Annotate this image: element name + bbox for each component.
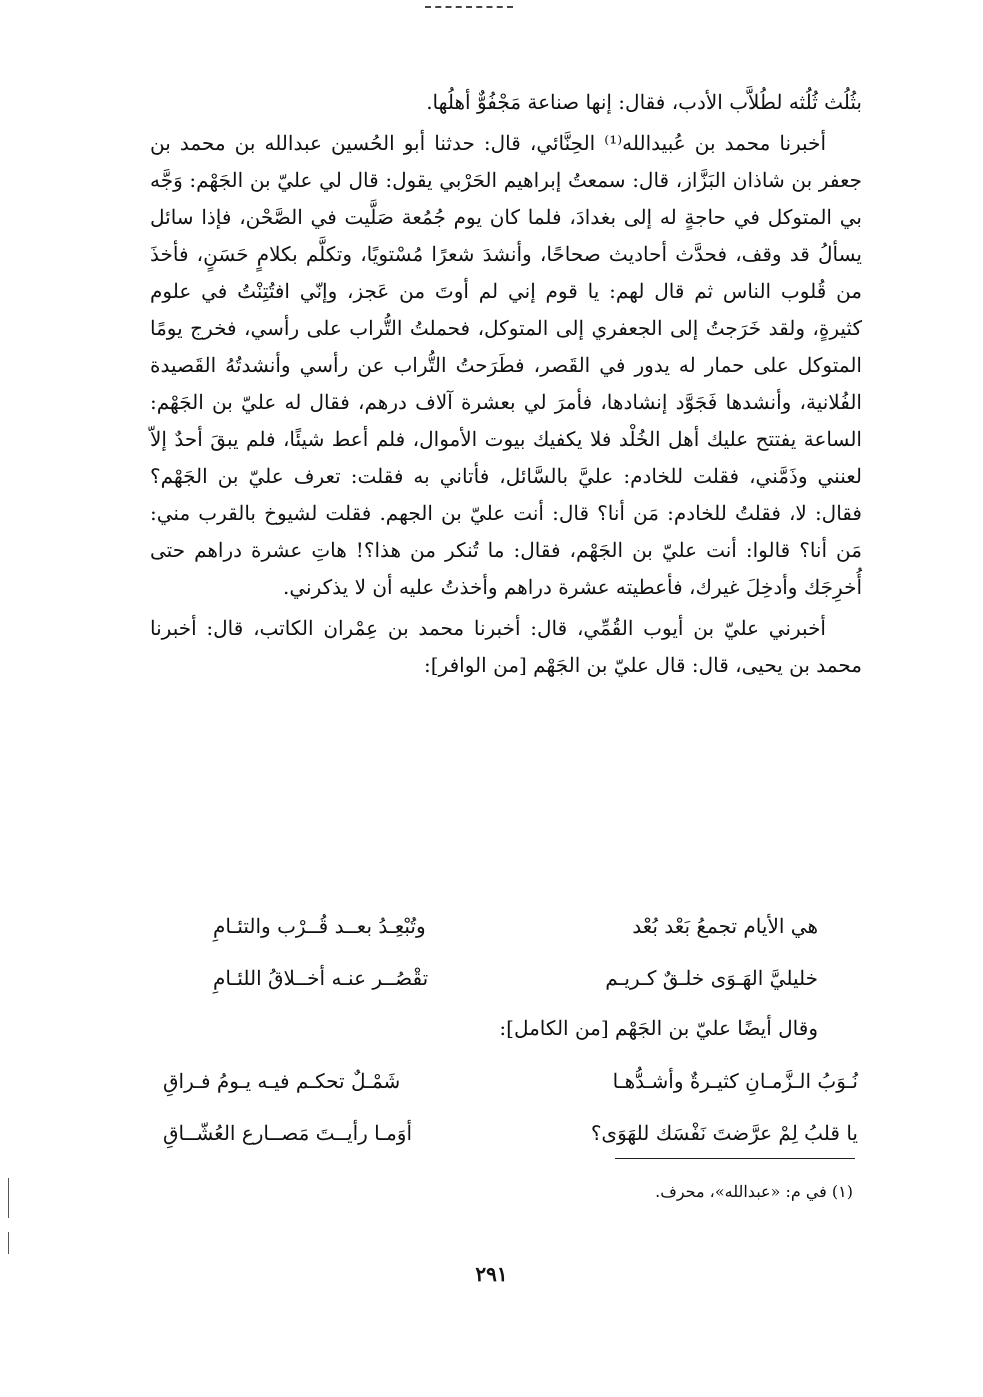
- verse-line: [213, 900, 818, 952]
- header-ornament: [425, 6, 513, 10]
- poem-verses: [213, 900, 818, 1004]
- paragraph: بثُلُث ثُلُثه لطُلاَّب الأدب، فقال: إنها صناعة مَجْفُوٌّ أهلُها.: [426, 90, 862, 114]
- footnote-divider: [615, 1158, 855, 1159]
- verse-first-hemistich: نُـوَبُ الـزَّمـانِ كثيـرةٌ وأشـدُّهـا: [612, 1069, 858, 1093]
- page-number: ٢٩١: [475, 1262, 508, 1286]
- verse-second-hemistich: وتُبْعِـدُ بعــد قُــرْب والتئـامِ: [213, 914, 426, 938]
- poem-verses: [163, 1055, 858, 1159]
- verse-first-hemistich: يا قلبُ لِمْ عرَّضتَ نَفْسَك للهَوَى؟: [590, 1121, 858, 1145]
- body-text: [150, 84, 862, 684]
- verse-line: [213, 952, 818, 1004]
- verse-first-hemistich: هي الأيام تجمعُ بَعْد بُعْد: [632, 914, 818, 938]
- verse-intro: وقال أيضًا عليّ بن الجَهْم [من الكامل]:: [499, 1016, 818, 1040]
- verse-second-hemistich: أوَمـا رأيــتَ مَصــارع العُشّــاقِ: [163, 1121, 413, 1145]
- verse-line: [163, 1107, 858, 1159]
- paragraph: أخبرني عليّ بن أيوب القُمِّي، قال: أخبرنا محمد بن عِمْران الكاتب، قال: أخبرنا محمد بن يحيى، قال: قال عليّ بن الجَهْم [من الوافر]:: [150, 616, 862, 677]
- verse-first-hemistich: خليليَّ الهَـوَى خلـقٌ كـريـم: [605, 966, 818, 990]
- paragraph: أخبرنا محمد بن عُبيدالله⁽¹⁾ الحِنَّائي، قال: حدثنا أبو الحُسين عبدالله بن محمد بن جعفر بن شاذان البَزَّاز، قال: سمعتُ إبراهيم الحَرْبي يقول: قال لي عليّ بن الجَهْم: وَجَّه بي المتوكل في حاجةٍ له إلى بغدادَ، فلما كان يوم جُمُعة صَلَّيت في الصَّحْن، فإذا سائل يسألُ قد وقف، فحدَّث أحاديث صحاحًا، وأنشدَ شعرًا مُسْتويًا، وتكلَّم بكلامٍ حَسَنٍ، فأخذَ من قُلوب الناس ثم قال لهم: يا قوم إني لم أوتَ من عَجز، وإنّي افتُتِنْتُ في علوم كثيرةٍ، ولقد خَرَجتُ إلى الجعفري إلى المتوكل، فحملتُ التُّراب على رأسي، فخرج يومًا المتوكل على حمار له يدور في القَصر، فطَرَحتُ التُّراب عن رأسي وأنشدتُهُ القَصيدة الفُلانية، وأنشدها فَجَوَّد إنشادها، فأمرَ لي بعشرة آلاف درهم، فقال له عليّ بن الجَهْم: الساعة يفتتح عليك أهل الخُلْد فلا يكفيك بيوت الأموال، فلم أعط شيئًا، فلم يبقَ أحدٌ إلاّ لعنني وذَمَّني، فقلت للخادم: عليَّ بالسَّائل، فأتاني به فقلت: تعرف عليّ بن الجَهْم؟ فقال: لا، فقلتُ للخادم: مَن أنا؟ قال: أنت عليّ بن الجهم. فقلت لشيوخ بالقرب مني: مَن أنا؟ قالوا: أنت عليّ بن الجَهْم، فقال: ما تُنكر من هذا؟! هاتِ عشرة دراهم حتى أُخرِجَك وأدخِلَ غيرك، فأعطيته عشرة دراهم وأخذتُ عليه أن لا يذكرني.: [150, 131, 862, 599]
- verse-second-hemistich: تقْصُــر عنـه أخــلاقُ اللئـامِ: [213, 966, 429, 990]
- footnote: (١) في م: «عبدالله»، محرف.: [655, 1182, 853, 1201]
- verse-line: [163, 1055, 858, 1107]
- margin-rule: [8, 1178, 9, 1218]
- margin-rule: [8, 1232, 9, 1254]
- verse-second-hemistich: شَمْـلٌ تحكـم فيـه يـومُ فـراقِ: [163, 1069, 401, 1093]
